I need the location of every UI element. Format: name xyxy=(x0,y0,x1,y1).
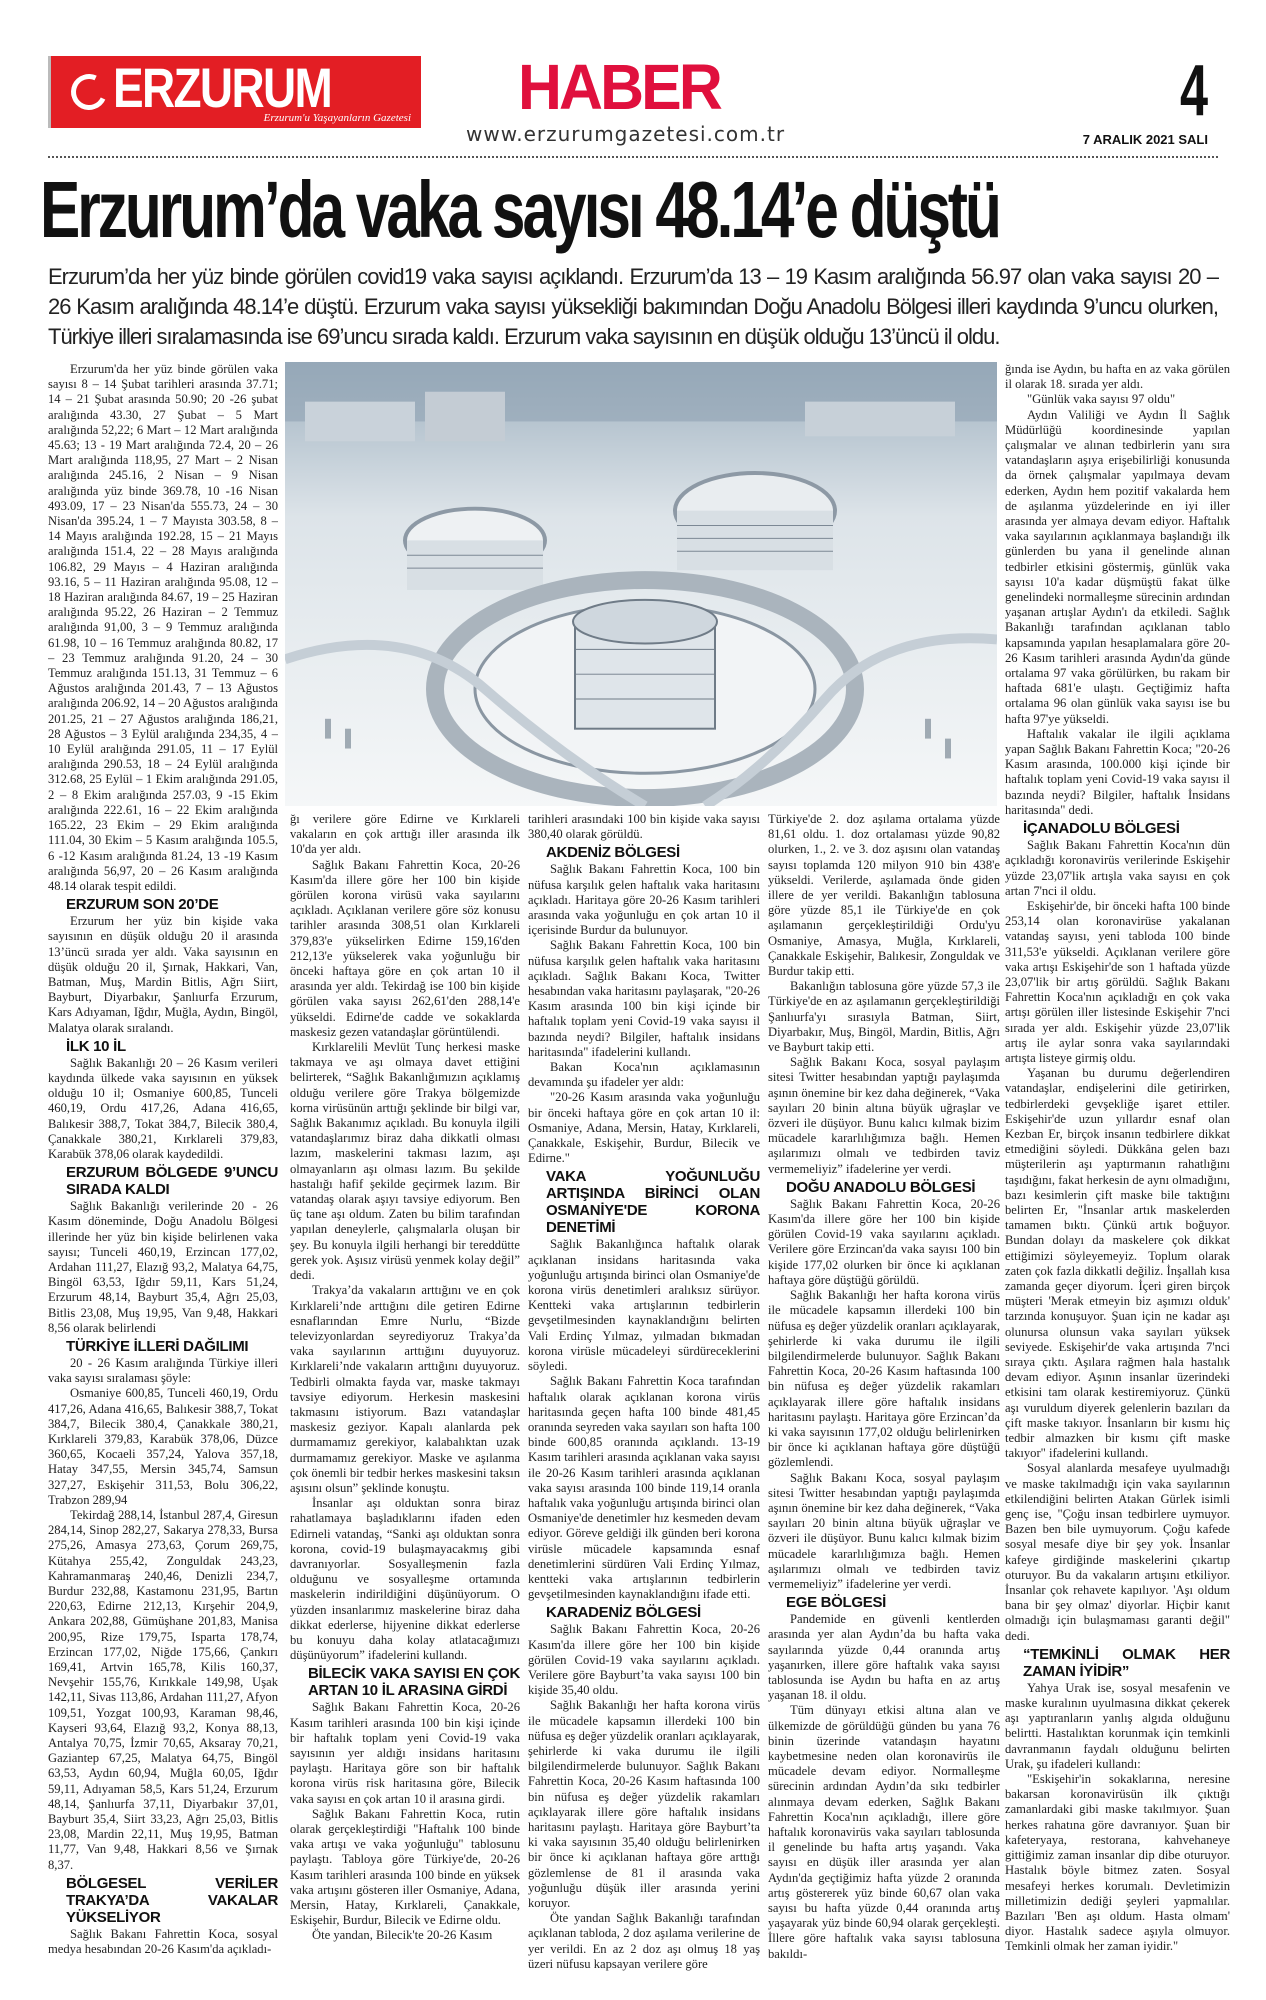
subheading: TÜRKİYE İLLERİ DAĞILIMI xyxy=(66,1337,249,1355)
paragraph: Trakya’da vakaların arttığını ve en çok Kırklareli’nde arttığını dile getiren Edirne esnaflarından Emre Nurlu, “Bizde televizyonlardan seyrediyoruz Trakya’da vaka sayılarının arttığını duyuyoruz. Kırklareli’nde vakaların arttığını duyuyoruz. Tedbirli olmakta fayda var, maske takmayı tavsiye ediyorum. Herkesin maskesini takmasını istiyorum. Bazı vatandaşlar maskesiz geziyor. Kapalı alanlarda pek durmamamız gerekiyor, kalabalıktan uzak durmamamız gerekiyor. Maske ve aşılanma çok önemli bir tedbir herkes maskesini taksın aşısını olsun” şeklinde konuştu. xyxy=(290,1283,520,1495)
paragraph: Haftalık vakalar ile ilgili açıklama yapan Sağlık Bakanı Fahrettin Koca; "20-26 Kasım arasında, 100.000 kişi içinde bir haftalık toplam yeni Covid-19 vaka sayısı il bazında neydi? Bilgiler, haftalık İnsidans haritasında" dedi. xyxy=(1005,726,1230,817)
column-4 xyxy=(768,812,1000,1978)
website-link[interactable]: www.erzurumgazetesi.com.tr xyxy=(466,122,786,146)
paragraph: Tüm dünyayı etkisi altına alan ve ülkemizde de görüldüğü günden bu yana 76 binin üzerinde vatandaşın hayatını kaybetmesine neden olan koronavirüs ile mücadele devam ediyor. Normalleşme sürecinin ardından Aydın’da sıkı tedbirler alınmaya devam ederken, Sağlık Bakanı Fahrettin Koca'nın açıkladığı, illere göre haftalık koronavirüs vaka sayıları tablosunda il genelinde bu hafta artış yaşandı. Vaka sayısı en düşük iller arasında yer alan Aydın'da geçtiğimiz hafta yüzde 2 oranında artış göstererek yüz binde 60,67 olan vaka sayısı bu hafta yüzde 0,44 oranında artış yaşayarak yüz binde 60,94 olarak gerçekleşti. İllere göre haftalık vaka sayısı tablosuna bakıldı- xyxy=(768,1703,1000,1961)
paragraph: Erzurum her yüz bin kişide vaka sayısının en düşük olduğu 20 il arasında 13’üncü sırada yer aldı. Vaka sayısının en düşük olduğu 20 il, Şırnak, Hakkari, Van, Batman, Muş, Mardin Bitlis, Ağrı Siirt, Bayburt, Diyarbakır, Şanlıurfa Erzurum, Kars Adıyaman, Iğdır, Muğla, Aydın, Bingöl, Malatya olarak sıralandı. xyxy=(48,914,278,1035)
paragraph: Kırklarelili Mevlüt Tunç herkesi maske takmaya ve aşı olmaya davet ettiğini belirterek, “Sağlık Bakanlığımızın açıklamış olduğu verilere göre Trakya bölgemizde korna virüsünün arttığı şeklinde bir bilgi var, Sağlık Bakanımız açıkladı. Bu konuyla ilgili vatandaşlarımız biraz daha dikkatli olması lazım, maskelerini takması lazım, aşı olmayanların aşı olması lazım. Bu şekilde hastalığı hafif şekilde geçirmek lazım. Bir vatandaş olarak aşıyı tavsiye ediyorum. Ben üç tane aşı oldum. Zaten bu bilim tarafından yapılan deneylerle, çalışmalarla oluşan bir şey. Bu konuyla ilgili herhangi bir tereddütte gerek yok. Aşısız virüsü yenmek kolay değil” dedi. xyxy=(290,1040,520,1283)
headline: Erzurum’da vaka sayısı 48.14’e düştü xyxy=(40,165,999,254)
paragraph: Sağlık Bakanı Fahrettin Koca, 100 bin nüfusa karşılık gelen haftalık vaka haritasını açıkladı. Haritaya göre 20-26 Kasım tarihleri arasında vaka yoğunluğu en çok artan 10 il içerisinde Burdur da bulunuyor. xyxy=(528,862,760,938)
paragraph: tarihleri arasındaki 100 bin kişide vaka sayısı 380,40 olarak görüldü. xyxy=(528,812,760,842)
column-5 xyxy=(1005,362,1230,1978)
logo-slogan: Erzurum'u Yaşayanların Gazetesi xyxy=(263,112,411,124)
paragraph: ğında ise Aydın, bu hafta en az vaka görülen il olarak 18. sırada yer aldı. xyxy=(1005,362,1230,392)
newspaper-logo[interactable] xyxy=(48,56,421,128)
paragraph: Sağlık Bakanı Fahrettin Koca, 20-26 Kasım'da illere göre her 100 bin kişide görülen Covid-19 vaka sayılarını açıkladı. Verilere göre Erzincan'da vaka sayısı 100 bin kişide 177,02 olurken bir önce ki açıklanan haftaya göre düştüğü görüldü. xyxy=(768,1196,1000,1287)
paragraph: Sağlık Bakanı Fahrettin Koca'nın dün açıkladığı koronavirüs verilerinde Eskişehir yüzde 23,07'lik artışla vaka sayısı en çok artan 7'nci il oldu. xyxy=(1005,838,1230,898)
subheading: İLK 10 İL xyxy=(66,1037,126,1055)
subheading: AKDENİZ BÖLGESİ xyxy=(546,844,680,862)
issue-date: 7 ARALIK 2021 SALI xyxy=(1082,132,1208,147)
article-spot: Erzurum’da her yüz binde görülen covid19 vaka sayısı açıklandı. Erzurum’da 13 – 19 Kasım aralığında 56.97 olan vaka sayısı 20 – 26 Kasım aralığında 48.14’e düştü. Erzurum vaka sayısı yüksekliği bakımından Doğu Anadolu Bölgesi illeri kaydında 9’uncu olurken, Türkiye illeri sıralamasında ise 69’uncu sırada kaldı. Erzurum vaka sayısının en düşük olduğu 13’üncü il oldu. xyxy=(48,264,1218,349)
hospital-aerial-image xyxy=(285,362,997,806)
column-3 xyxy=(528,812,760,1978)
paragraph: Aydın Valiliği ve Aydın İl Sağlık Müdürlüğü koordinesinde yapılan çalışmalar ve alınan tedbirlerin yanı sıra vatandaşların aşıya erişebilirliği konusunda da örnek çalışmalar yapılmaya devam ederken, Aydın hem pozitif vakalarda hem de aşılanma yüzdelerinde en iyi iller arasında yer almaya devam ediyor. Haftalık vaka sayılarının açıklanmaya başlandığı ilk günlerden bu yana il genelinde alınan tedbirler etkisini göstermiş, günlük vaka sayısı 10'a kadar düşmüştü fakat ülke genelindeki normalleşme sürecinin ardından yaşanan artışlar Aydın'ı da etkiledi. Sağlık Bakanlığı tarafından açıklanan tablo kapsamında yapılan hesaplamalara göre 20-26 Kasım tarihleri arasında Aydın'da günde ortalama 97 vaka görülürken, bu rakam bir haftada 681'e ulaştı. Geçtiğimiz hafta ortalama 96 olan günlük vaka sayısı ise bu hafta 97'ye yükseldi. xyxy=(1005,407,1230,726)
subheading: BİLECİK VAKA SAYISI EN ÇOK ARTAN 10 İL ARASINA GİRDİ xyxy=(308,1665,520,1700)
paragraph: Öte yandan, Bilecik'te 20-26 Kasım xyxy=(312,1928,493,1943)
paragraph: "Günlük vaka sayısı 97 oldu" xyxy=(1027,392,1176,407)
paragraph: "Eskişehir'in sokaklarına, neresine bakarsan koronavirüsün ilk çıktığı zamanlardaki gibi maske takılmıyor. Şuan herkes rahatına göre davranıyor. Şuan bir kafeteryaya, restorana, kahvehaneye gittiğimiz zaman insanlar dip dibe oturuyor. Hastalık böyle bitmez zaten. Sosyal mesafeyi herkes korumalı. Devletimizin milletimizin dediği şeyleri yapmalılar. Bazıları 'Ben aşı oldum. Hasta olmam' diyor. Hastalık sadece aşıyla olmuyor. Temkinli olmak her zaman iyidir." xyxy=(1005,1772,1230,1954)
article-photo xyxy=(285,362,997,806)
paragraph: Sosyal alanlarda mesafeye uyulmadığı ve maske takılmadığı için vaka sayılarının etkilendiğini belirten Atakan Gürlek isimli genç ise, "Çoğu insan tedbirlere uymuyor. Bazen ben bile uymuyorum. Çoğu kafede sosyal mesafe diye bir şey yok. İnsanlar kafeye girdiğinde maskelerini çıkartıp oturuyor. Bu da vakaların artışını etkiliyor. İnsanlar çok rehavete kapılıyor. 'Aşı oldum bana bir şey olmaz' diyorlar. Hiçbir kanıt olmadığı için bulaşmaması garanti değil" dedi. xyxy=(1005,1461,1230,1643)
paragraph: Bakan Koca'nın açıklamasının devamında şu ifadeler yer aldı: xyxy=(528,1060,760,1090)
paragraph: Sağlık Bakanı Fahrettin Koca tarafından haftalık olarak açıklanan korona virüs haritasında geçen hafta 100 binde 481,45 oranında seyreden vaka sayıları son hafta 100 binde 600,85 oranında açıklandı. 13-19 Kasım tarihleri arasında açıklanan vaka sayısı ile 20-26 Kasım tarihleri arasında açıklanan vaka sayısı arasında 100 binde 119,14 oranla haftalık vaka yoğunluğu artışında birinci olan Osmaniye'de denetimler hız kesmeden devam ediyor. Göreve geldiği ilk günden beri korona virüsle mücadele kapsamında esnaf denetimlerini sürdüren Vali Erdinç Yılmaz, kentteki vaka artışlarının tedbirlerin gevşetilmesinden kaynaklandığını ifade etti. xyxy=(528,1374,760,1602)
paragraph: Sağlık Bakanı Koca, sosyal paylaşım sitesi Twitter hesabından yaptığı paylaşımda aşının önemine bir kez daha değinerek, “Vaka sayıları 20 binin altına büyük uğraşlar ve özveri ile düşüyor. Bunu kalıcı kılmak bizim mücadele kararlılığımıza bağlı. Hemen aşılarımızı olmalı ve tedbirden taviz vermemeliyiz” ifadelerine yer verdi. xyxy=(768,1470,1000,1591)
paragraph: Türkiye'de 2. doz aşılama ortalama yüzde 81,61 oldu. 1. doz ortalaması yüzde 90,82 olurken, 1., 2. ve 3. doz aşısını olan vatandaş sayısı toplamda 120 milyon 910 bin 438'e yükseldi. Verilerde, aşılamada önde giden illere de yer verildi. Bakanlığın tablosuna göre yüzde 85,1 ile Türkiye'de en çok aşılamanın gerçekleştirildiği Ordu'yu Osmaniye, Amasya, Muğla, Kırklareli, Çanakkale Eskişehir, Balıkesir, Zonguldak ve Burdur takip etti. xyxy=(768,812,1000,979)
paragraph: Sağlık Bakanı Fahrettin Koca, 100 bin nüfusa karşılık gelen haftalık vaka haritasını açıkladı. Sağlık Bakanı Koca, Twitter hesabından vaka haritasını paylaşarak, "20-26 Kasım arasında 100 bin kişi içinde bir haftalık toplam yeni Covid-19 vaka sayısı il bazında neydi? Bilgiler, haftalık insidans haritasında" ifadelerini kullandı. xyxy=(528,938,760,1059)
paragraph: Sağlık Bakanı Fahrettin Koca, 20-26 Kasım'da illere göre her 100 bin kişide görülen Covid-19 vaka sayılarını açıkladı. Verilere göre Bayburt’ta vaka sayısı 100 bin kişide 35,40 oldu. xyxy=(528,1622,760,1698)
paragraph: Sağlık Bakanlığınca haftalık olarak açıklanan insidans haritasında vaka yoğunluğu artışında birinci olan Osmaniye'de korona virüs denetimleri aralıksız sürüyor. Kentteki vaka artışlarının tedbirlerin gevşetilmesinden kaynaklandığını belirten Vali Erdinç Yılmaz, yılmadan bıkmadan korona virüsle mücadeleyi sürdüreceklerini söyledi. xyxy=(528,1237,760,1374)
subheading: İÇANADOLU BÖLGESİ xyxy=(1023,820,1180,838)
page-number: 4 xyxy=(1179,51,1208,131)
section-title: HABER xyxy=(518,51,720,123)
column-2 xyxy=(290,812,520,1978)
subheading: BÖLGESEL VERİLER TRAKYA’DA VAKALAR YÜKSELİYOR xyxy=(66,1874,278,1926)
paragraph: Pandemide en güvenli kentlerden arasında yer alan Aydın’da bu hafta vaka sayılarında yüzde 0,44 oranında artış yaşanırken, illere göre haftalık vaka sayısı tablosunda ise Aydın bu hafta en az artış yaşanan 18. il oldu. xyxy=(768,1612,1000,1703)
paragraph: Erzurum'da her yüz binde görülen vaka sayısı 8 – 14 Şubat tarihleri arasında 37.71; 14 – 21 Şubat arasında 50.90; 20 -26 şubat aralığında 43.30, 27 Şubat – 5 Mart aralığında 52,22; 6 Mart – 12 Mart aralığında 45.63; 13 - 19 Mart aralığında 72.4, 20 – 26 Mart aralığında 118,95, 27 Mart – 2 Nisan aralığında 245.16, 2 Nisan – 9 Nisan aralığında yüz binde 369.78, 10 -16 Nisan 493.09, 17 – 23 Nisan'da 555.73, 24 – 30 Nisan'da 395.24, 1 – 7 Mayısta 303.58, 8 – 14 Mayıs aralığında 192.28, 15 – 21 Mayıs aralığında 151.4, 22 – 28 Mayıs aralığında 106.82, 29 Mayıs – 4 Haziran aralığında 93.16, 5 – 11 Haziran aralığında 95.08, 12 – 18 Haziran aralığında 84.67, 19 – 25 Haziran aralığında 95.22, 26 Haziran – 2 Temmuz aralığında 91,00, 3 – 9 Temmuz aralığında 61.98, 10 – 16 Temmuz aralığında 80.82, 17 – 23 Temmuz aralığında 91.20, 24 – 30 Temmuz aralığında 151.13, 31 Temmuz – 6 Ağustos aralığında 201.43, 7 – 13 Ağustos aralığında 206.92, 14 – 20 Ağustos aralığında 201.25, 21 – 27 Ağustos aralığında 186,21, 28 Ağustos – 3 Eylül aralığında 234,35, 4 – 10 Eylül aralığında 291.05, 11 – 17 Eylül aralığında 290.53, 18 – 24 Eylül aralığında 312.68, 25 Eylül – 1 Ekim aralığında 291.05, 2 – 8 Ekim aralığında 257.03, 9 -15 Ekim aralığında 222.61, 16 – 22 Ekim aralığında 165.22, 23 Ekim – 29 Ekim aralığında 111.04, 30 Ekim – 5 Kasım aralığında 105.5, 6 -12 Kasım aralığında 81.24, 13 -19 Kasım aralığında 56,97, 20 – 26 Kasım aralığında 48.14 olarak tespit edildi. xyxy=(48,362,278,893)
paragraph: Yahya Urak ise, sosyal mesafenin ve maske kuralının uyulmasına dikkat çekerek aşı yaptıranların yanlış algıda olduğunu belirtti. Hastalıktan korunmak için temkinli davranmanın faydalı olduğunu belirten Urak, şu ifadeleri kullandı: xyxy=(1005,1680,1230,1771)
paragraph: İnsanlar aşı olduktan sonra biraz rahatlamaya başladıklarını ifaden eden Edirneli vatandaş, “Sanki aşı olduktan sonra korona, covid-19 bulaşmayacakmış gibi davranıyorlar. Sosyalleşmenin fazla olduğunu ve sosyalleşme ortamında maskelerin indirildiğini düşünüyorum. O yüzden insanlarımız maskelerine biraz daha dikkat ederlerse, hijyenine dikkat ederlerse bu konuyu daha kolay atlatacağımızı düşünüyorum” ifadelerini kullandı. xyxy=(290,1496,520,1663)
crescent-icon xyxy=(66,69,112,115)
subheading: ERZURUM BÖLGEDE 9’UNCU SIRADA KALDI xyxy=(66,1164,278,1199)
masthead-divider xyxy=(48,156,1218,158)
paragraph: Sağlık Bakanı Fahrettin Koca, sosyal medya hesabından 20-26 Kasım'da açıkladı- xyxy=(48,1926,278,1957)
logo-name: ERZURUM xyxy=(113,56,332,119)
paragraph: Sağlık Bakanı Fahrettin Koca, 20-26 Kasım tarihleri arasında 100 bin kişi içinde bir haftalık toplam yeni Covid-19 vaka sayısının yer aldığı insidans haritasını paylaştı. Haritaya göre son bir haftalık korona virüs risk haritasına göre, Bilecik vaka sayısı en çok artan 10 il arasına girdi. xyxy=(290,1700,520,1806)
masthead xyxy=(48,51,1218,152)
paragraph: ğı verilere göre Edirne ve Kırklareli vakaların en çok arttığı iller arasında ilk 10'da yer aldı. xyxy=(290,812,520,857)
subheading: KARADENİZ BÖLGESİ xyxy=(546,1604,701,1622)
paragraph: "20-26 Kasım arasında vaka yoğunluğu bir önceki haftaya göre en çok artan 10 il: Osmaniye, Adana, Mersin, Hatay, Kırklareli, Çanakkale, Eskişehir, Burdur, Bilecik ve Edirne." xyxy=(528,1090,760,1166)
paragraph: Eskişehir'de, bir önceki hafta 100 binde 253,14 olan koronavirüse yakalanan vatandaş sayısı, yeni tabloda 100 binde 311,53'e yükseldi. Açıklanan verilere göre vaka artışı Eskişehir'de son 1 haftada yüzde 23,07'lik bir artış görüldü. Sağlık Bakanı Fahrettin Koca'nın açıkladığı en çok vaka artışı görülen iller listesinde Eskişehir 7'nci sırada yer aldı. Eskişehir yüzde 23,07'lik artış ile aylar sonra vaka sayılarındaki artışta listeye girmiş oldu. xyxy=(1005,898,1230,1065)
paragraph: Yaşanan bu durumu değerlendiren vatandaşlar, endişelerini dile getirirken, tedbirlerdeki gevşekliğe işaret ettiler. Eskişehir'de uzun yıllardır esnaf olan Kezban Er, birçok insanın tedbirlere dikkat etmediğini söyledi. Dükkâna gelen bazı müşterilerin aşı yaptırmanın rahatlığını taşıdığını, fakat herkesin de aynı olmadığını, bazı kesimlerin çift maske bile taktığını belirten Er, "İnsanlar artık maskelerden tamamen bıktı. Çünkü artık boğuyor. Bundan dolayı da maskelere çok dikkat ettiğimizi söyleyemeyiz. Toplum olarak zaten çok fazla dikkatli değiliz. İnşallah kısa zamanda geçer diyorum. İçeri giren birçok müşteri 'Merak etmeyin biz aşımızı olduk' tarzında konuşuyor. Şuan için ne kadar aşı olunursa olunsun vaka sayıları yüksek seviyede. Eskişehir'de vaka artışında 7'nci sıraya çıktı. Aşılara rağmen hala hastalık devam ediyor. Aşının insanlar üzerindeki etkisini tam olarak kestiremiyoruz. Çünkü aşı vuruldum diyerek gelenlerin bazıları da çift maske takıyor. İnsanların bir kısmı hiç tedbir almazken bir kısmı çift maske takıyor" ifadelerini kullandı. xyxy=(1005,1066,1230,1461)
subheading: VAKA YOĞUNLUĞU ARTIŞINDA BİRİNCİ OLAN OSMANİYE'DE KORONA DENETİMİ xyxy=(546,1168,760,1237)
paragraph: Öte yandan Sağlık Bakanlığı tarafından açıklanan tabloda, 2 doz aşılama verilerine de yer verildi. En az 2 doz aşı olmuş 18 yaş üzeri nüfusu kapsayan verilere göre xyxy=(528,1911,760,1971)
paragraph: Bakanlığın tablosuna göre yüzde 57,3 ile Türkiye'de en az aşılamanın gerçekleştirildiği Şanlıurfa'yı sırasıyla Batman, Siirt, Diyarbakır, Muş, Bingöl, Mardin, Bitlis, Ağrı ve Bayburt takip etti. xyxy=(768,979,1000,1055)
paragraph: Sağlık Bakanı Koca, sosyal paylaşım sitesi Twitter hesabından yaptığı paylaşımda aşının önemine bir kez daha değinerek, “Vaka sayıları 20 binin altına büyük uğraşlar ve özveri ile düşüyor. Bunu kalıcı kılmak bizim mücadele kararlılığımıza bağlı. Hemen aşılarımızı olmalı ve tedbirden taviz vermemeliyiz” ifadelerine yer verdi. xyxy=(768,1055,1000,1176)
paragraph: Sağlık Bakanlığı 20 – 26 Kasım verileri kaydında ülkede vaka sayısının en yüksek olduğu 10 il; Osmaniye 600,85, Tunceli 460,19, Ordu 417,26, Adana 416,65, Balıkesir 388,7, Tokat 384,7, Bilecik 380,4, Çanakkale 380,21, Kırklareli 379,83, Karabük 378,06 olarak kaydedildi. xyxy=(48,1055,278,1161)
paragraph: 20 - 26 Kasım aralığında Türkiye illeri vaka sayısı sıralaması şöyle: xyxy=(48,1355,278,1386)
paragraph: Sağlık Bakanlığı her hafta korona virüs ile mücadele kapsamın illerdeki 100 bin nüfusa eş değer yüzdelik oranları açıklayarak, şehirlerde ki vaka durumu ile ilgili bilgilendirmelerde bulunuyor. Sağlık Bakanı Fahrettin Koca, 20-26 Kasım haftasında 100 bin nüfusa eş değer yüzdelik rakamları açıklayarak illere göre haftalık insidans haritasını paylaştı. Haritaya göre Bayburt’ta ki vaka sayısının 35,40 olduğu belirlenirken bir önce ki açıklanan haftaya göre arttığı gözlemlense de 81 il arasında vaka yoğunluğu düşük iller arasında yerini koruyor. xyxy=(528,1698,760,1910)
subheading: ERZURUM SON 20’DE xyxy=(66,896,219,914)
paragraph: Sağlık Bakanlığı her hafta korona virüs ile mücadele kapsamın illerdeki 100 bin nüfusa eş değer yüzdelik oranları açıklayarak, şehirlerde ki vaka durumu ile ilgili bilgilendirmelerde bulunuyor. Sağlık Bakanı Fahrettin Koca, 20-26 Kasım haftasında 100 bin nüfusa eş değer yüzdelik rakamları açıklayarak illere göre haftalık insidans haritasını paylaştı. Haritaya göre Erzincan’da ki vaka sayısının 177,02 olduğu belirlenirken bir önce ki açıklanan haftaya göre düştüğü gözlemlendi. xyxy=(768,1288,1000,1470)
subheading: “TEMKİNLİ OLMAK HER ZAMAN İYİDİR” xyxy=(1023,1645,1230,1680)
subheading: EGE BÖLGESİ xyxy=(786,1594,887,1612)
paragraph: Sağlık Bakanı Fahrettin Koca, 20-26 Kasım'da illere göre her 100 bin kişide görülen korona virüsü vaka sayılarını açıkladı. Açıklanan verilere göre söz konusu tarihler arasında 308,51 olan Kırklareli 379,83'e yükselirken Edirne 159,16'den 212,13'e yükselerek vaka yoğunluğu bir önceki haftaya göre en çok artan 10 il arasında yer aldı. Tekirdağ ise 100 bin kişide görülen vaka sayısı 262,61'den 288,14'e yükseldi. Edirne'de cadde ve sokaklarda maskesiz gezen vatandaşlar görüntülendi. xyxy=(290,857,520,1039)
subheading: DOĞU ANADOLU BÖLGESİ xyxy=(786,1178,976,1196)
paragraph: Sağlık Bakanı Fahrettin Koca, rutin olarak gerçekleştirdiği "Haftalık 100 binde vaka artışı ve vaka yoğunluğu" tablosunu paylaştı. Tabloya göre Türkiye'de, 20-26 Kasım tarihleri arasında 100 binde en yüksek vaka artışını gösteren iller Osmaniye, Adana, Mersin, Hatay, Kırklareli, Çanakkale, Eskişehir, Burdur, Bilecik ve Edirne oldu. xyxy=(290,1806,520,1928)
paragraph: Tekirdağ 288,14, İstanbul 287,4, Giresun 284,14, Sinop 282,27, Sakarya 278,33, Bursa 275,26, Amasya 273,63, Çorum 269,75, Kütahya 255,42, Zonguldak 243,23, Kahramanmaraş 240,46, Denizli 234,7, Burdur 232,88, Kastamonu 231,95, Bartın 220,63, Edirne 212,13, Kırşehir 204,9, Ankara 202,88, Gümüşhane 201,83, Manisa 200,95, Rize 179,75, Isparta 178,74, Erzincan 177,02, Niğde 175,66, Çankırı 169,41, Artvin 165,78, Kilis 160,37, Nevşehir 155,76, Kırıkkale 149,98, Uşak 142,11, Sivas 113,86, Ardahan 111,27, Afyon 109,51, Yozgat 100,93, Karaman 98,46, Kayseri 93,64, Elazığ 93,2, Konya 88,13, Antalya 70,75, İzmir 70,65, Aksaray 70,21, Gaziantep 67,25, Malatya 64,75, Bingöl 63,53, Aydın 60,94, Muğla 60,05, Iğdır 59,11, Adıyaman 58,5, Kars 51,24, Erzurum 48,14, Şanlıurfa 37,11, Diyarbakır 37,01, Bayburt 35,4, Siirt 33,23, Ağrı 25,03, Bitlis 23,08, Mardin 22,11, Muş 19,95, Batman 11,77, Van 9,48, Hakkari 8,56 ve Şırnak 8,37. xyxy=(48,1508,278,1872)
paragraph: Osmaniye 600,85, Tunceli 460,19, Ordu 417,26, Adana 416,65, Balıkesir 388,7, Tokat 384,7, Bilecik 380,4, Çanakkale 380,21, Kırklareli 379,83, Karabük 378,06, Düzce 360,65, Kocaeli 357,24, Yalova 357,18, Hatay 347,55, Mersin 345,74, Samsun 327,27, Eskişehir 311,53, Bolu 306,22, Trabzon 289,94 xyxy=(48,1386,278,1507)
paragraph: Sağlık Bakanlığı verilerinde 20 - 26 Kasım döneminde, Doğu Anadolu Bölgesi illerinde her yüz bin kişide belirlenen vaka sayısı; Tunceli 460,19, Erzincan 177,02, Ardahan 111,27, Elazığ 93,2, Malatya 64,75, Bingöl 63,53, Iğdır 59,11, Kars 51,24, Erzurum 48,14, Bayburt 35,4, Ağrı 25,03, Bitlis 23,08, Muş 19,95, Van 9,48, Hakkari 8,56 olarak belirlendi xyxy=(48,1199,278,1335)
column-1 xyxy=(48,362,278,1978)
